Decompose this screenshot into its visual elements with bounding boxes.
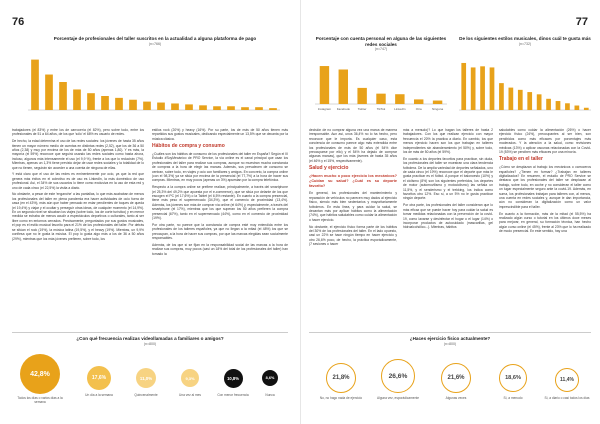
paragraph: De hecho, la edad determina el uso de las redes sociales: los jóvenes de hasta 35 años tienen un mayor número medio de cuentas en distintas redes (2,52), que los de 36 a 50 años (2,38) y muy por encima de los de más de 50 años (apenas 1,80). Y es más, la mayoría (el 59%) reconoce que seguirá usando las redes sociales como hasta ahora, incluso, algunos más intensamente el uso (el 9,9 %), frente a los que lo reducirán (7%). Mientras, apenas un 1,3% tiene previsto dejar de usar redes sociales y la totalidad de lo que no tienen, seguirán sin acceder a una cuenta de ninguna de ellas.	[12, 139, 144, 170]
paragraph: ¿Cómo se desplazan al trabajo los mecánicos o carroceros españoles? ¿Tienen en formar? ¿Trabajan en talleres digitalizados? En resumen, el estudio de PRO Service se destaca que los profesionales del taller se desplazan al trabajo, sobre todo, en coche y no consideran el taller como un lugar especialmente seguro ante la covid-19. Además, en suma, los profesionales trabajan para talleres con, al menos, una cuenta en redes sociales y, aunque le dan importancia, aún no consideran la digitalización como un valor imprescindible para el taller.	[499, 165, 591, 209]
social-chart-title: Porcentaje con cuenta personal en alguna de las siguientes redes sociales	[315, 36, 447, 47]
chart-bar	[115, 98, 123, 110]
chart-bar	[575, 106, 580, 110]
chart-bar	[414, 99, 423, 104]
chart-bar	[101, 96, 109, 110]
chart-bar	[376, 94, 385, 104]
paragraph: saludables como cuidar la alimentación (26%) o hacer ejercicio físico (24%), preocupantes al ser bien, son percibidos como más eficaces por porcentajes más moderados. Y la atención a la salud, como revisiones médicas (13%) o aplicar vacunas relacionadas con la Covid-19 (53%) se perciben más eficaces por una minoría.	[499, 128, 591, 155]
stat-circle	[87, 366, 111, 390]
text-column-3	[499, 128, 591, 318]
exercise-title: ¿Haces ejercicio físico actualmente?	[409, 336, 491, 341]
paragraph: En cuanto a los deportes favoritos para practicar, sin duda, los profesionales del taller se muestran una clara tendencia futbolera. De la amplia variedad de deportes señalados, uno de cada cinco (el 19%) reconoce que el deporte que más le gusta practicar es el fútbol. A porque el baloncesto (10%) y el ciclismo (8%) son los siguientes preferidos, los deportes de motor (automovilismo y motociclismo) las señala un 11,5%, y el senderismo y el trekking, los indica como favoritos otro 12%. Eso sí, a un 5% no le gusta practicar ningún deporte.	[403, 156, 493, 201]
chart-bar	[546, 99, 551, 110]
text-column-2	[403, 128, 493, 318]
chart-bar	[213, 106, 221, 110]
chart-bar	[31, 60, 39, 110]
stat-value: 42,8%	[30, 370, 50, 378]
divider	[12, 332, 288, 333]
chart-bar	[518, 90, 523, 110]
music-bar-chart	[459, 50, 591, 112]
stat-value: 21,6%	[447, 375, 465, 381]
stat-circle	[555, 368, 579, 392]
chart-bar	[143, 102, 151, 110]
right-page	[300, 0, 600, 424]
text-column-1	[12, 128, 144, 318]
stat-value: 9,3%	[185, 375, 195, 381]
chart-bar	[227, 106, 235, 110]
exercise-subtitle: (n=800)	[443, 342, 457, 346]
chart-category-label: Facebook	[336, 107, 350, 111]
chart-category-label: Ninguna	[431, 107, 444, 111]
paragraph: decisión de no comprar alguna vez una marca de manera irresponsable. Aun así, unos 36,4% no lo ha hecho, pero reconoce que le importa. Es cualquier caso, esta conciencia de consumo parece algo más extendida entre los profesionales de más de 50 años (el 54% dice preocuparse por ello) y el 54% ha dejado de comprar algunas marcas), que los más jóvenes de hasta 35 años (el 46% y el 15%, respectivamente).	[309, 128, 397, 163]
section-heading: Trabajo en el taller	[499, 156, 543, 163]
section-heading: Salud y ejercicio	[309, 165, 349, 172]
stat-label: Con menor frecuencia	[217, 393, 249, 397]
chart-category-label: Instagram	[317, 107, 332, 111]
chart-bar	[357, 88, 366, 104]
chart-category-label: Otra	[415, 107, 422, 111]
page-number: 76	[12, 16, 25, 28]
stat-circle	[181, 369, 199, 387]
stat-label: Un día a la semana	[85, 393, 113, 397]
chart-bar	[45, 75, 53, 110]
stat-label: Algunas veces	[445, 396, 467, 400]
chart-bar	[171, 103, 179, 110]
chart-bar	[433, 101, 442, 104]
chart-bar	[73, 89, 81, 110]
chart-title: Porcentaje de profesionales del taller suscritos en la actualidad a alguna plataforma de pago	[53, 36, 257, 41]
chart-bar	[490, 67, 495, 110]
paragraph: Y está claro que el uso de las redes es eminentemente por ocio, ya que la red que genera más éxitos en el colectivo es de uso es LinkedIn, la más doméstico de uso profesional. Así, el 34% de sus usuarios lo tiene como exclusiva en la uso de esta red y uno de cada cinco (el 22,5%) la visita a diario.	[12, 172, 144, 190]
stat-label: Nunca	[265, 393, 275, 397]
chart-bar	[87, 93, 95, 110]
stat-circle	[224, 369, 243, 388]
stat-label: No, no hago nada de ejercicio	[319, 396, 363, 400]
chart-bar	[509, 88, 514, 110]
stat-value: 26,6%	[388, 372, 408, 380]
stat-value: 10,8%	[227, 375, 239, 381]
videocall-title: ¿Con qué frecuencia realizas videollamadas a familiares o amigos?	[76, 336, 224, 341]
social-bar-chart	[315, 54, 447, 112]
stat-label: Todos los días o varios días a la semana	[17, 396, 63, 404]
chart-bar	[480, 66, 485, 110]
chart-bar	[129, 100, 137, 110]
paragraph: En general, los profesionales del mantenimiento y reparación de vehículos no parecen muy dados al ejercicio físico, siendo más bien sedentarios y mayoritariamente futboleros. En esta línea, y para cuidar la salud, se decantan más por aplicar hábitos como la alimentación (74%), que hábitos saludables como cuidar la alimentación o hacer ejercicio.	[309, 191, 397, 222]
section-question: ¿Hacen mucho o poco ejercicio los mecánicos? ¿Cuidan su salud? ¿Cuál es su deporte favorito?	[309, 174, 397, 188]
stat-circle	[381, 359, 415, 393]
page-number: 77	[575, 16, 588, 28]
chart-bar	[255, 107, 263, 110]
stat-circle	[326, 363, 356, 393]
paragraph: No obstante, a pesar de este 'enganche' a las pantallas, lo que más acababan de menos los profesionales del taller en plena pandemia era hacer actividades de ocio fuera de casa (en el 43%), más aún que haber pensado en estar pendientes de toques de queda (el 19,4%) y viajar y el ocultar y perseguir otras ideas, de cualquier momento (el 14,9%). En un segundo nivel se situaban los viajes (sobre todo, los de corte turístico) y en menor medida se echaba de menos acudir a espectáculos deportivos o culturales, tanto al ser libre como en entornos cerrados. Precisamente, preguntados por sus gustos musicales, el pop es el estilo musical favorito para el 21% de los profesionales del taller. Por detrás se sitúan el rock (19%), la música latina (19,5%), y el heavy (19%). Mientras, un 9,9% confiesa que no le gusta la música. El pop lo gusta algo más a los de 36 a 50 años (29%), mientras que los más jóvenes prefieren, sobre todo, los	[12, 192, 144, 241]
stat-value: 17,6%	[91, 375, 107, 381]
stat-label: Quincenalmente	[134, 393, 158, 397]
music-chart-subtitle: (n=732)	[518, 42, 532, 46]
social-chart-subtitle: (n=747)	[374, 47, 388, 51]
stat-value: 8,6%	[265, 376, 275, 380]
paragraph: Por otra parte, los profesionales del taller consideran que lo más eficaz que se puede hacer hoy para cuidar la salud es tomar medidas relacionadas con la prevención de la covid-19, como lavarse y desinfectar el hogar o el lugar (14%) o incorporar productos de autocuidado (mascarillas, gel hidroalcohólico...). Mientras, hábitos	[403, 203, 493, 230]
chart-bar	[241, 107, 249, 110]
divider	[309, 332, 591, 333]
chart-bar	[471, 67, 476, 110]
stat-value: 21,8%	[332, 375, 350, 381]
stat-label: Alguna vez, esporádicamente	[377, 396, 419, 400]
stat-value: 18,6%	[505, 375, 521, 381]
chart-bar	[59, 82, 67, 110]
stat-circle	[262, 370, 278, 386]
music-chart-title: De los siguientes estilos musicales, dinos cuál te gusta más	[459, 36, 591, 41]
paragraph: Respecto a la compra online se prefiere realizar, principalmente, a través del smartphone (el 25,3% del 49,2% que apuesta por el e-commerce), que se sitúa por delante de los que escogen el PC (el 17,6%) o la Tablet (el 6,5% restante). En cuanto a la compra presencial, tiene más peso el supermercado (34,3%), que el comercio de proximidad (13,4%). Además, los jóvenes son más de comprar vía online (el 64%) y, especialmente, a través del smartphone (el 17%), mientras que los que superan los 50 años prefieren la compra presencial (67%), tanto en el supermercado (44%), como en el comercio de proximidad (19%).	[152, 185, 288, 221]
paragraph: Por otra parte, no parece que la constancia de compra esté muy extendida entre los profesionales de los talleres españoles, ya que no llegan a la mitad (el 48%) los que se preocupan, a la hora de hacer sus compras, por que las marcas elegidas sean socialmente responsables.	[152, 222, 288, 241]
chart-bar	[199, 105, 207, 110]
text-column-1	[309, 128, 397, 318]
stat-label: Una vez al mes	[179, 393, 201, 397]
stat-circle	[20, 354, 60, 394]
chart-bar	[395, 94, 404, 104]
chart-bar	[499, 83, 504, 110]
stat-circle	[441, 363, 471, 393]
chart-bar	[339, 70, 348, 105]
chart-bar	[269, 108, 277, 110]
paragraph: No obstante, el ejercicio físico forma parte de los hábitos del 30% de los profesionales del taller. En el lado opuesto, casi un 22% se hace ningún tiempo en hacer ejercicio y otro 26,6% poco, de hecho, la práctica esporádicamente, (7 sesiones o hacer	[309, 224, 397, 247]
chart-bar	[584, 108, 589, 110]
stat-circle	[136, 368, 156, 388]
stat-label: Sí, a menudo	[503, 396, 523, 400]
chart-subtitle: (n=766)	[148, 42, 162, 46]
text-column-2	[152, 128, 288, 318]
chart-category-label: Twitter	[357, 107, 367, 111]
chart-category-label: LinkedIn	[394, 107, 406, 111]
chart-bar	[461, 63, 466, 110]
stat-label: Sí, a diario o casi todos los días	[544, 396, 590, 400]
stat-value: 11,4%	[560, 377, 574, 383]
stat-circle	[499, 364, 527, 392]
chart-bar	[185, 104, 193, 110]
paragraph: ¿Cuáles son los hábitos de consumo de los profesionales del taller en España? Según el III Estudio #SoyMecánico de PRO Service, la vía online es el canal principal que usan los profesionales del taller para realizar sus compras, aunque no muestran mucha constancia de compras a la hora de elegir las marcas. Además, sus prevalecen de consumo se centran, sobre todo, en viajes y ocio con familiares y amigos. En concreto, la compra online (con el 98,3%) ya se sitúa por encima de la presencial (el 77,7%) a la hora de hacer sus compras. Mientras, en muy pocos (apenas un 3%) apuestan por la compra telefónica.	[152, 151, 288, 183]
section-heading: Hábitos de compra y consumo	[152, 143, 225, 150]
paragraph: trabajadores (el 83%) y entre los de carrocería (el 82%), pero sobre todo, entre los profesionales de 51 a 64 años, de los que 'sólo' el 68% es usuario de redes.	[12, 128, 144, 137]
chart-bar	[157, 103, 165, 110]
chart-bar	[527, 92, 532, 110]
chart-category-label: TikTok	[376, 107, 386, 111]
subscription-bar-chart	[28, 50, 280, 112]
paragraph: Además, de los que sí se fijan en la responsabilidad social de las marcas a la hora de realizar sus compras, muy pocos (casi un 18% del total de los profesionales del taller) han tomado la	[152, 242, 288, 256]
paragraph: más a menudo)? Lo que hagan los talleres de hasta 2 trabajadores. Con los que realizan ejercicio con mayor frecuencia el 20% la practica a diario. En cambio, los que menos ejercicio hacen son los que trabajan en talleres independientes sin abanderamiento (el 50%) y, sobre todo, los de más de 50 años (el 59%).	[403, 128, 493, 155]
chart-bar	[537, 94, 542, 110]
chart-bar	[565, 103, 570, 110]
stat-value: 11,0%	[139, 375, 153, 381]
videocall-subtitle: (n=800)	[143, 342, 157, 346]
paragraph: En cuanto a la formación, más de la mitad (el 55,5%) ha realizado algún curso o tutorial en los últimos doce meses para mejorar, en general, su formación técnica, han hecho algún curso online (el 45%), frente al 23% que lo ha realizado de modo presencial. En este sentido, hay una	[499, 211, 591, 234]
paragraph: estilos rock (20%) y heavy (16%). Por su parte, los de más de 50 años tienen más repartidos sus gustos musicales, dedicando especialmente un 13,5% que se decanta por la música clásica.	[152, 128, 288, 141]
chart-bar	[556, 101, 561, 110]
chart-bar	[320, 66, 329, 104]
